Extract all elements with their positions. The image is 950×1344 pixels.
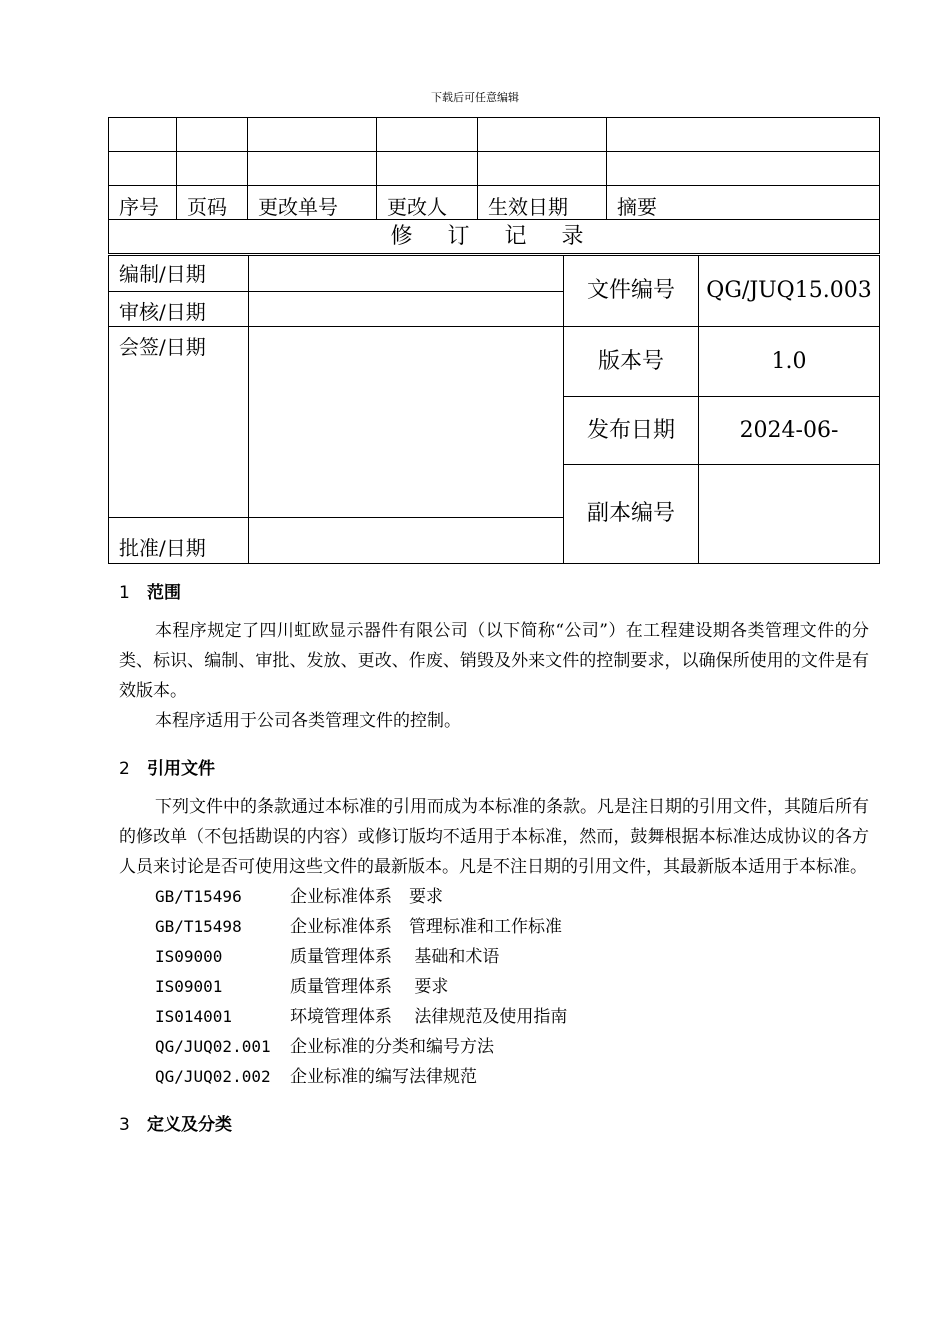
section-heading bbox=[119, 754, 869, 784]
release-date-value: 2024-06- bbox=[699, 397, 880, 465]
col-header-page: 页码 bbox=[177, 186, 248, 220]
table-cell bbox=[248, 152, 377, 186]
release-date-label: 发布日期 bbox=[564, 397, 699, 465]
section-heading bbox=[119, 1110, 869, 1140]
reference-name: 质量管理体系 基础和术语 bbox=[290, 947, 500, 967]
reference-name: 质量管理体系 要求 bbox=[290, 977, 449, 997]
compile-label: 编制/日期 bbox=[109, 256, 249, 292]
section-title: 范围 bbox=[147, 583, 181, 603]
reference-item bbox=[119, 1002, 869, 1032]
doc-no-label: 文件编号 bbox=[564, 256, 699, 327]
table-cell bbox=[607, 152, 880, 186]
reference-code: IS014001 bbox=[155, 1007, 233, 1026]
reference-name: 企业标准体系 要求 bbox=[290, 887, 443, 907]
paragraph: 本程序规定了四川虹欧显示器件有限公司（以下简称“公司”）在工程建设期各类管理文件的分类、标识、编制、审批、发放、更改、作废、销毁及外来文件的控制要求，以确保所使用的文件是有效版本。 bbox=[119, 621, 869, 701]
doc-no-value: QG/JUQ15.003 bbox=[699, 256, 880, 327]
table-row bbox=[109, 118, 880, 152]
revision-record-table bbox=[108, 117, 880, 254]
reference-item bbox=[119, 912, 869, 942]
col-header-seq: 序号 bbox=[109, 186, 177, 220]
review-value bbox=[249, 292, 564, 327]
reference-code: QG/JUQ02.001 bbox=[155, 1037, 271, 1056]
approval-table bbox=[108, 255, 880, 564]
section-number: 3 bbox=[119, 1115, 130, 1135]
reference-item bbox=[119, 972, 869, 1002]
countersign-label: 会签/日期 bbox=[109, 327, 249, 518]
version-value: 1.0 bbox=[699, 327, 880, 397]
section-heading bbox=[119, 578, 869, 608]
reference-code: QG/JUQ02.002 bbox=[155, 1067, 271, 1086]
compile-value bbox=[249, 256, 564, 292]
table-cell bbox=[248, 118, 377, 152]
table-cell bbox=[377, 152, 478, 186]
version-label: 版本号 bbox=[564, 327, 699, 397]
reference-name: 企业标准的分类和编号方法 bbox=[290, 1037, 494, 1057]
table-row bbox=[109, 327, 880, 397]
reference-code: IS09000 bbox=[155, 947, 223, 966]
table-cell bbox=[607, 118, 880, 152]
reference-code: GB/T15498 bbox=[155, 917, 242, 936]
paragraph: 下列文件中的条款通过本标准的引用而成为本标准的条款。凡是注日期的引用文件，其随后所有的修改单（不包括勘误的内容）或修订版均不适用于本标准，然而，鼓舞根据本标准达成协议的各方人员来讨论是否可使用这些文件的最新版本。凡是不注日期的引用文件，其最新版本适用于本标准。 bbox=[119, 797, 869, 877]
reference-name: 企业标准的编写法律规范 bbox=[290, 1067, 477, 1087]
table-cell bbox=[177, 152, 248, 186]
column-header-row bbox=[109, 186, 880, 220]
reference-name: 环境管理体系 法律规范及使用指南 bbox=[290, 1007, 568, 1027]
page-header: 下载后可任意编辑 bbox=[431, 91, 519, 104]
section-number: 1 bbox=[119, 583, 130, 603]
table-cell bbox=[177, 118, 248, 152]
revision-title-row bbox=[109, 220, 880, 254]
col-header-changer: 更改人 bbox=[377, 186, 478, 220]
reference-code: GB/T15496 bbox=[155, 887, 242, 906]
reference-item bbox=[119, 1032, 869, 1062]
copy-no-value bbox=[699, 465, 880, 564]
reference-item bbox=[119, 882, 869, 912]
review-label: 审核/日期 bbox=[109, 292, 249, 327]
approve-label: 批准/日期 bbox=[109, 518, 249, 564]
table-cell bbox=[109, 118, 177, 152]
copy-no-label: 副本编号 bbox=[564, 465, 699, 564]
table-cell bbox=[377, 118, 478, 152]
reference-item bbox=[119, 942, 869, 972]
table-cell bbox=[478, 152, 607, 186]
section-number: 2 bbox=[119, 759, 130, 779]
col-header-summary: 摘要 bbox=[607, 186, 880, 220]
approve-value bbox=[249, 518, 564, 564]
table-cell bbox=[478, 118, 607, 152]
col-header-effective-date: 生效日期 bbox=[478, 186, 607, 220]
document-body bbox=[119, 578, 869, 1140]
reference-code: IS09001 bbox=[155, 977, 223, 996]
col-header-change-no: 更改单号 bbox=[248, 186, 377, 220]
section-title: 引用文件 bbox=[147, 759, 215, 779]
reference-item bbox=[119, 1062, 869, 1092]
table-row bbox=[109, 152, 880, 186]
table-row bbox=[109, 256, 880, 292]
section-title: 定义及分类 bbox=[147, 1115, 232, 1135]
revision-table-title: 修 订 记 录 bbox=[109, 220, 880, 254]
reference-name: 企业标准体系 管理标准和工作标准 bbox=[290, 917, 562, 937]
paragraph: 本程序适用于公司各类管理文件的控制。 bbox=[155, 711, 461, 731]
countersign-value bbox=[249, 327, 564, 518]
table-cell bbox=[109, 152, 177, 186]
